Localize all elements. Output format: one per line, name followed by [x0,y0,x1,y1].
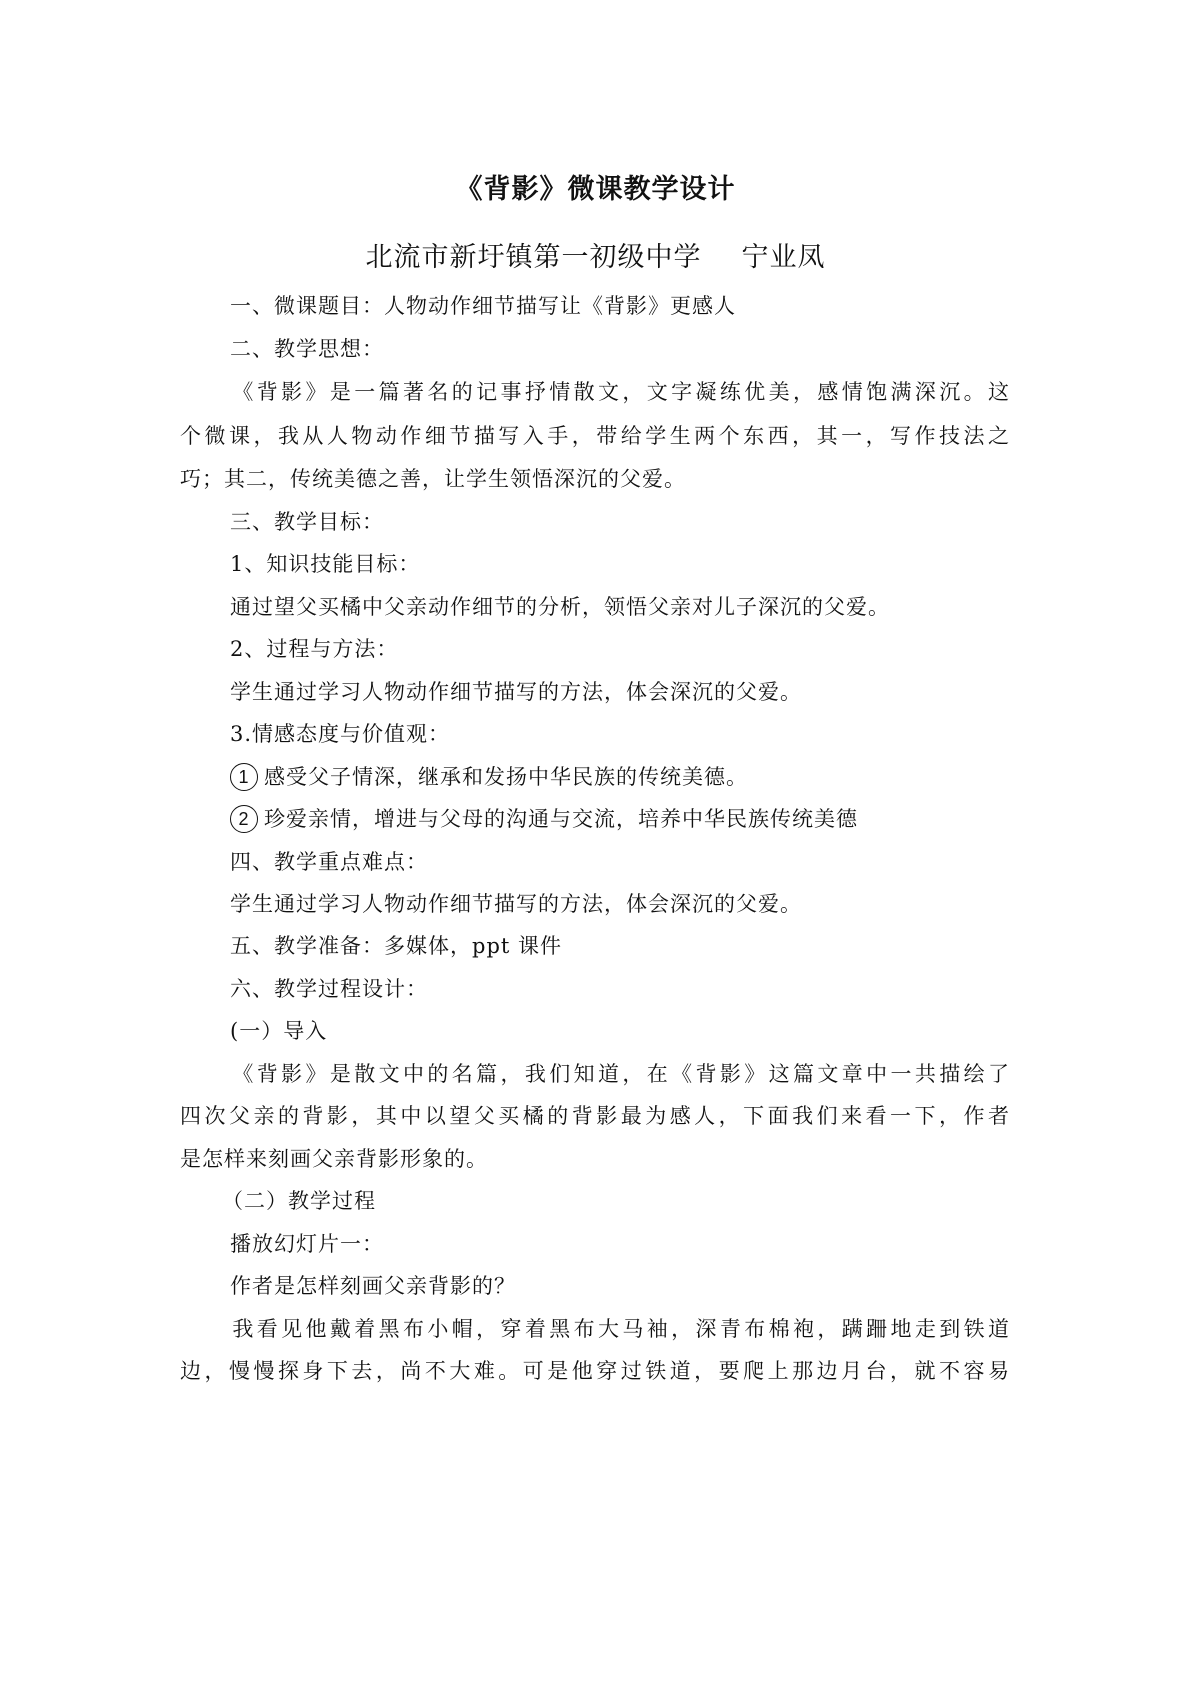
slide-1-label: 播放幻灯片一： [230,1232,384,1256]
question-line: 作者是怎样刻画父亲背影的？ [230,1274,516,1298]
goal2-text: 学生通过学习人物动作细节描写的方法，体会深沉的父爱。 [230,680,802,704]
goal3-item-1 [230,762,748,793]
author-line [0,235,1191,274]
author-school: 北流市新圩镇第一初级中学 [365,242,702,273]
quote-line-2: 边，慢慢探身下去，尚不大难。可是他穿过铁道，要爬上那边月台，就不容易 [180,1359,1010,1383]
goal1-heading: 1、知识技能目标： [230,552,421,576]
topic-line: 一、微课题目：人物动作细节描写让《背影》更感人 [230,294,736,318]
thought-paragraph-line-1: 《背影》是一篇著名的记事抒情散文，文字凝练优美，感情饱满深沉。这 [230,380,1010,404]
teach-heading: （二）教学过程 [222,1189,376,1213]
thought-heading: 二、教学思想： [230,337,384,361]
intro-heading: (一）导入 [230,1019,328,1043]
goal3-item-1-text: 感受父子情深，继承和发扬中华民族的传统美德。 [264,765,748,789]
intro-paragraph-line-3: 是怎样来刻画父亲背影形象的。 [180,1147,488,1171]
process-heading: 六、教学过程设计： [230,977,428,1001]
goal3-item-2-text: 珍爱亲情，增进与父母的沟通与交流，培养中华民族传统美德 [264,807,858,831]
circled-number-1: 1 [230,763,258,791]
circled-number-2: 2 [230,805,258,833]
thought-paragraph-line-2: 个微课，我从人物动作细节描写入手，带给学生两个东西，其一，写作技法之 [180,424,1010,448]
key-text: 学生通过学习人物动作细节描写的方法，体会深沉的父爱。 [230,892,802,916]
intro-paragraph-line-2: 四次父亲的背影，其中以望父买橘的背影最为感人，下面我们来看一下，作者 [180,1104,1010,1128]
prep-line: 五、教学准备：多媒体，ppt 课件 [230,934,562,958]
goal3-item-2 [230,804,858,835]
document-title: 《背影》微课教学设计 [455,174,736,205]
quote-line-1: 我看见他戴着黑布小帽，穿着黑布大马袖，深青布棉袍，蹒跚地走到铁道 [230,1317,1010,1341]
goals-heading: 三、教学目标： [230,510,384,534]
goal2-heading: 2、过程与方法： [230,637,399,661]
key-heading: 四、教学重点难点： [230,850,428,874]
thought-paragraph-line-3: 巧；其二，传统美德之善，让学生领悟深沉的父爱。 [180,467,686,491]
goal1-text: 通过望父买橘中父亲动作细节的分析，领悟父亲对儿子深沉的父爱。 [230,595,890,619]
author-name: 宁业凤 [741,242,826,273]
intro-paragraph-line-1: 《背影》是散文中的名篇，我们知道，在《背影》这篇文章中一共描绘了 [230,1062,1010,1086]
goal3-heading: 3.情感态度与价值观： [230,722,451,746]
